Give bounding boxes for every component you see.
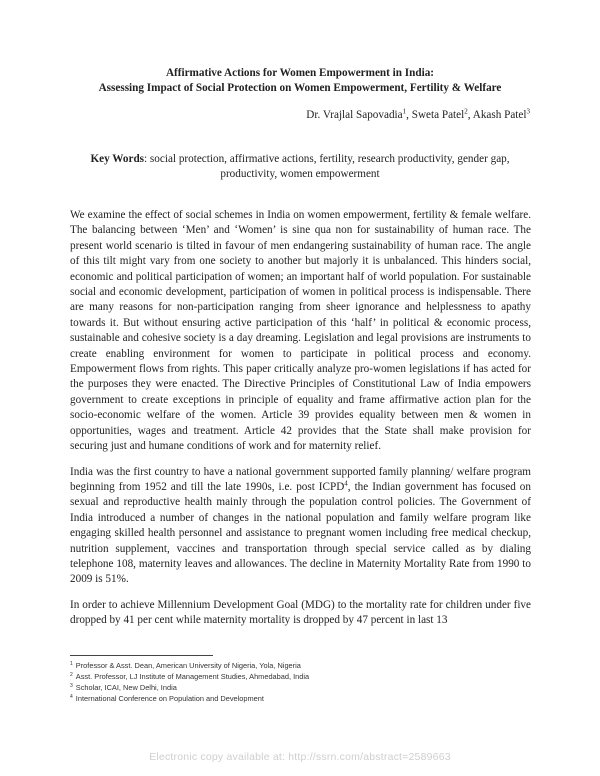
author-name: Dr. Vrajlal Sapovadia: [306, 109, 403, 121]
footnote-number: 1: [70, 660, 73, 667]
paragraph-3: In order to achieve Millennium Development Goal (MDG) to the mortality rate for children under five dropped by 41 per cent while maternity mortality is dropped by 47 percent in last 13: [70, 598, 531, 627]
footnote-number: 4: [70, 693, 73, 700]
footnote-text: Scholar, ICAI, New Delhi, India: [75, 683, 177, 692]
footnote-number: 3: [70, 682, 73, 689]
paragraph-2: [70, 465, 531, 588]
footnote-text: Professor & Asst. Dean, American University of Nigeria, Yola, Nigeria: [75, 661, 301, 670]
footnote-item: [70, 660, 530, 671]
footnote-item: [70, 682, 530, 693]
author-footnote-mark[interactable]: 1: [402, 107, 407, 116]
keywords-text: : social protection, affirmative actions, fertility, research productivity, gender gap, productivity, women empowerment: [144, 153, 510, 180]
footnotes: [70, 660, 530, 704]
footnote-text: International Conference on Population and Development: [75, 694, 264, 703]
footnote-mark[interactable]: 4: [344, 479, 348, 488]
author-name: Akash Patel: [472, 109, 527, 121]
footnote-item: [70, 671, 530, 682]
footnote-text: Asst. Professor, LJ Institute of Management Studies, Ahmedabad, India: [75, 672, 310, 681]
paragraph-2-text-a: India was the first country to have a national government supported family planning/ welfare program beginning from 1952 and till the late 1990s, i.e. post ICPD: [70, 465, 531, 493]
author-list: [306, 109, 530, 121]
footnote-item: [70, 693, 530, 704]
paragraph-2-text-b: , the Indian government has focused on sexual and reproductive health mainly through the population control policies. The Government of India introduced a number of changes in the national population and family welfare program like engaging skilled health personnel and assistance to pregnant women including free medical checkup, nutrition supplement, vaccines and transportation through special service called as by dialing telephone 108, maternity leaves and allowances. The decline in Maternity Mortality Rate from 1990 to 2009 is 51%.: [70, 480, 531, 586]
author-footnote-mark[interactable]: 3: [526, 107, 530, 116]
keywords: [70, 152, 530, 182]
ssrn-footer-link[interactable]: Electronic copy available at: http://ssrn.com/abstract=2589663: [149, 751, 451, 763]
paragraph-1: We examine the effect of social schemes in India on women empowerment, fertility & female welfare. The balancing between ‘Men’ and ‘Women’ is sine qua non for sustainability of human race. The present world scenario is tilted in favour of men endangering sustainability of human race. The angle of this tilt might vary from one society to another but majorly it is unbalanced. This hinders social, economic and political participation of women; an important half of world population. For sustainable social and economic development, participation of women in political process is indispensable. There are many reasons for non-participation ranging from sheer ignorance and helplessness to apathy towards it. But without ensuring active participation of this ‘half’ in political & economic process, sustainable and cohesive society is a day dreaming. Legislation and legal provisions are instruments to create enabling environment for women to participate in political process and economy. Empowerment flows from rights. This paper critically analyze pro-women legislations if has acted for the purposes they were enacted. The Directive Principles of Constitutional Law of India empowers government to create exceptions in principle of equality and frame affirmative action plan for the socio-economic welfare of the women. Article 39 provides equality between men & women in opportunities, wages and treatment. Article 42 provides that the State shall make provision for securing just and humane conditions of work and for maternity relief.: [70, 209, 531, 453]
author-footnote-mark[interactable]: 2: [464, 107, 468, 116]
paper-title: [60, 66, 540, 96]
footnote-divider: [70, 655, 213, 656]
author-name: Sweta Patel: [411, 109, 465, 121]
author-separator: ,: [467, 109, 473, 121]
keywords-label: Key Words: [90, 153, 145, 165]
body-text: [70, 208, 531, 639]
author-separator: ,: [406, 109, 412, 121]
title-line-2: Assessing Impact of Social Protection on Women Empowerment, Fertility & Welfare: [98, 82, 502, 94]
title-line-1: Affirmative Actions for Women Empowerment in India:: [165, 67, 435, 79]
footnote-number: 2: [70, 671, 73, 678]
